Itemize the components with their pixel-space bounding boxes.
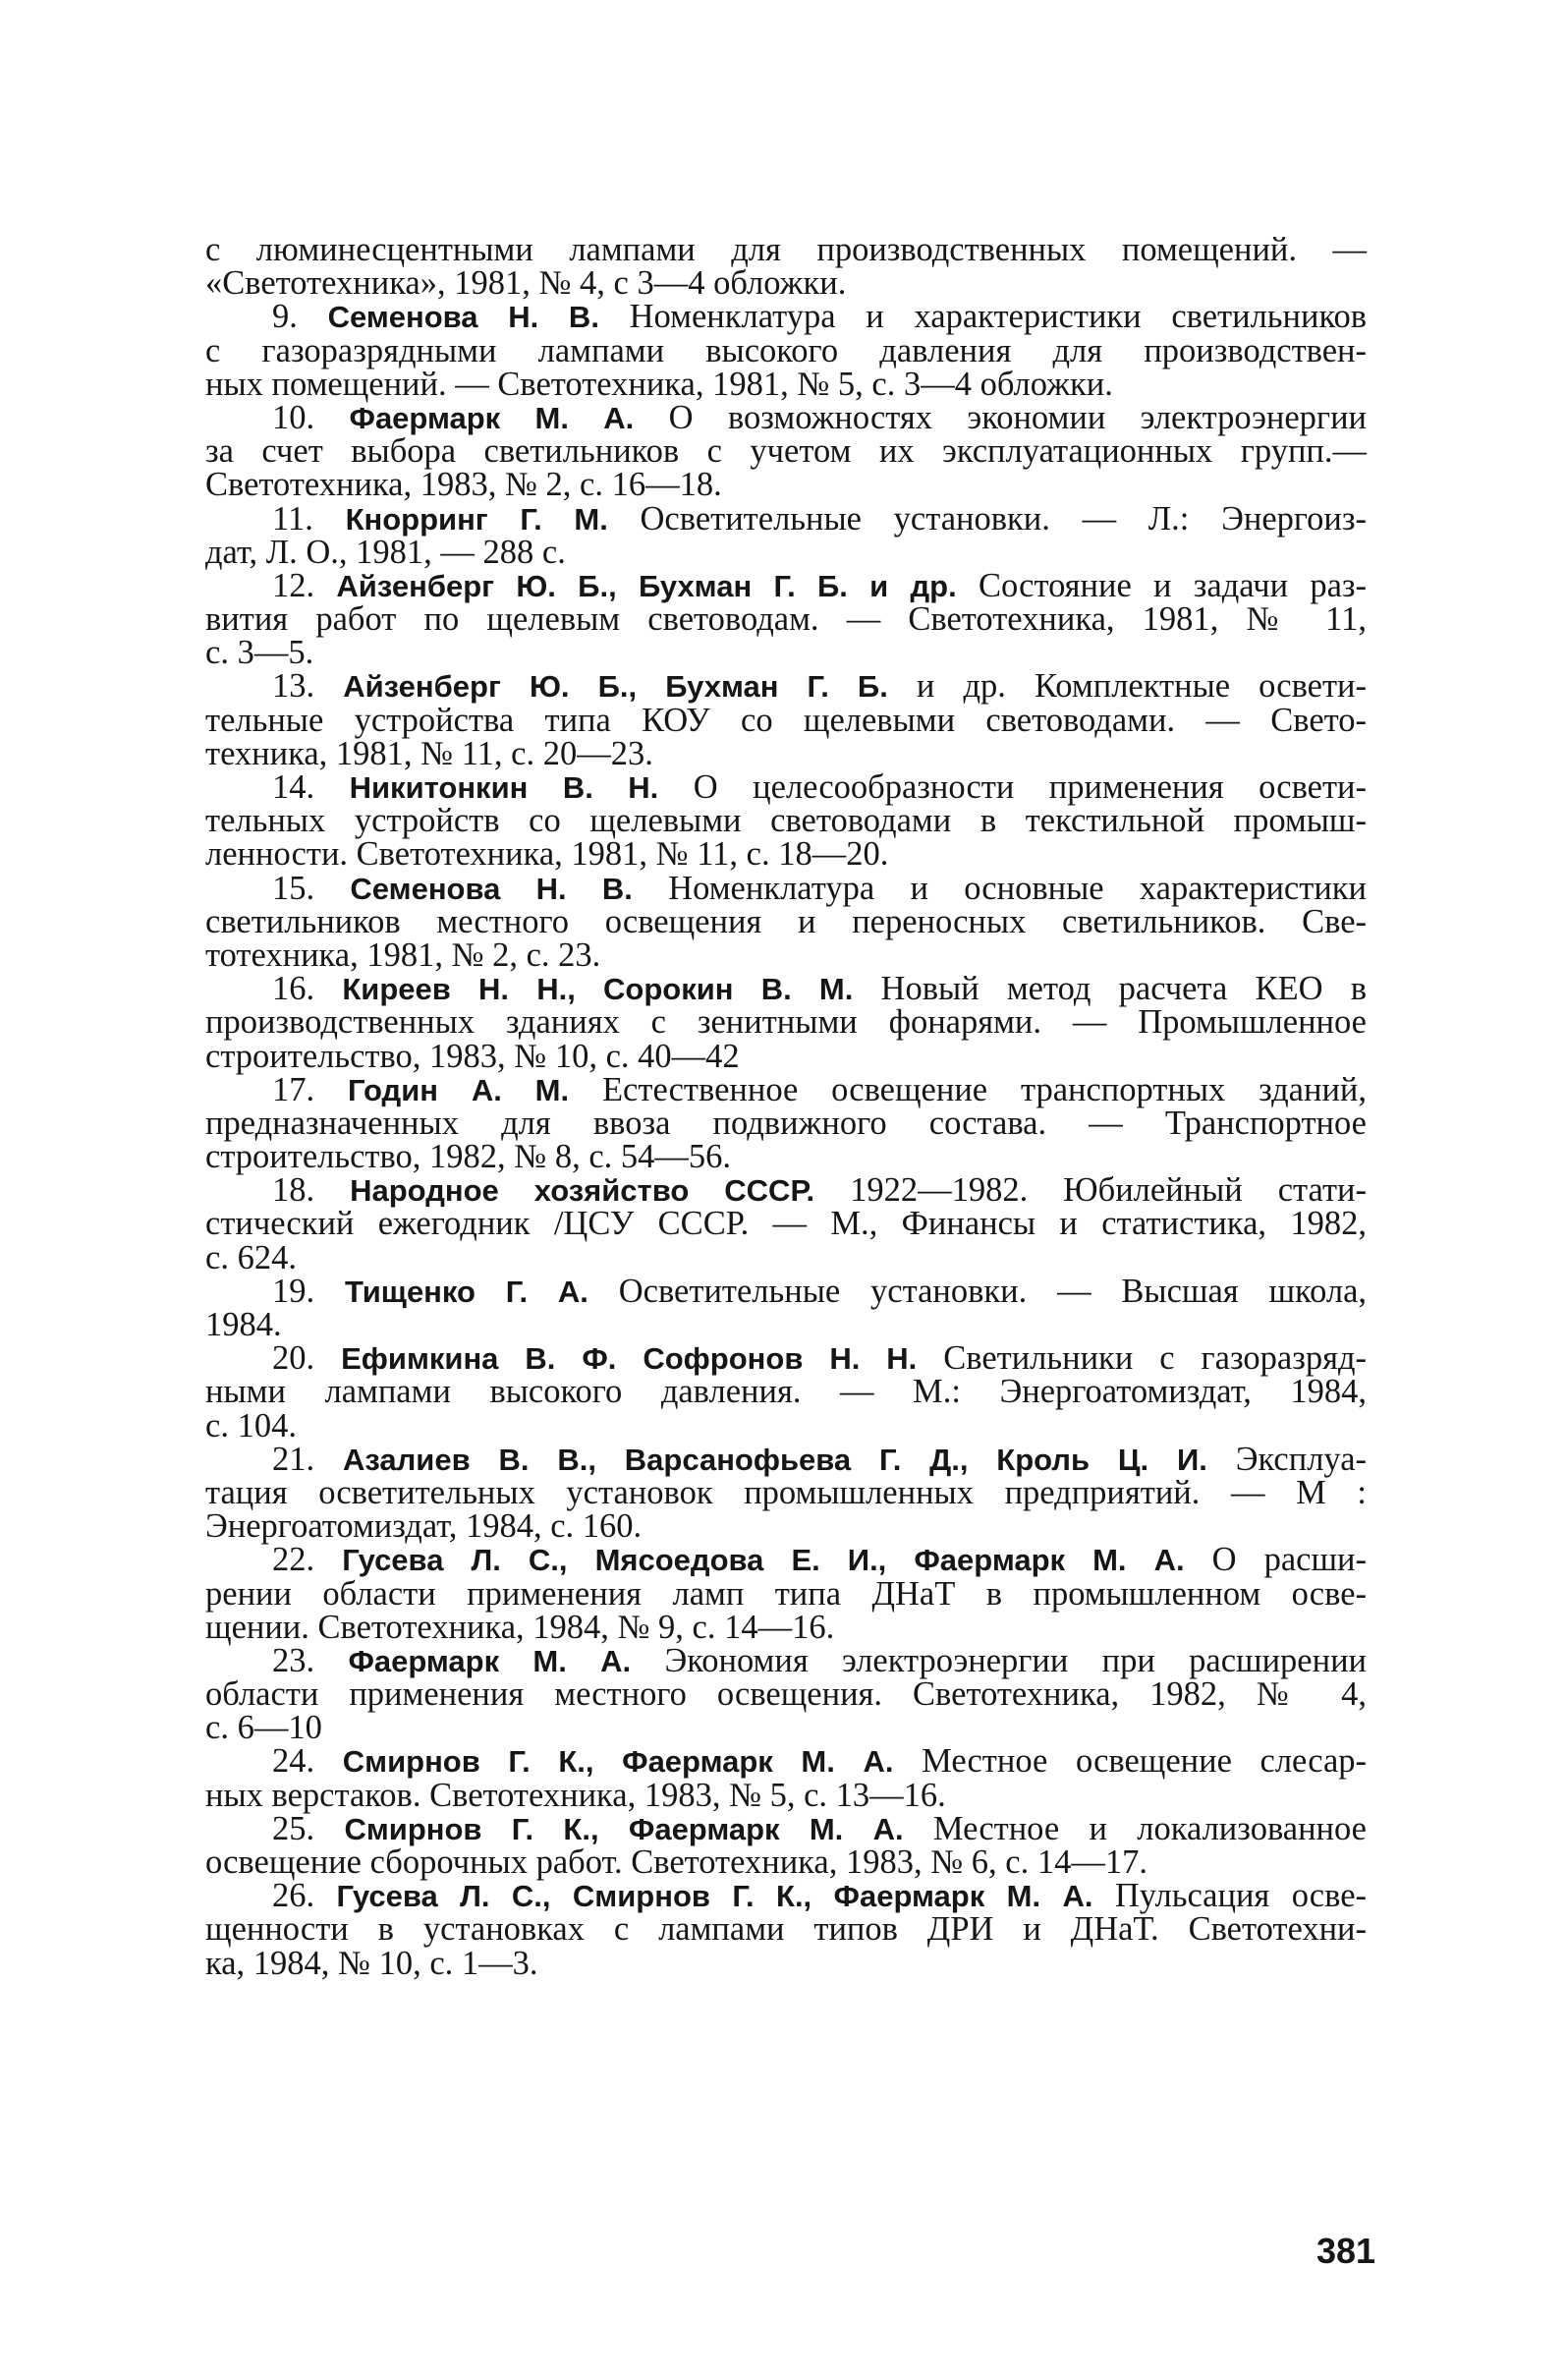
reference-first-line — [205, 566, 1367, 604]
reference-first-line — [205, 1272, 1368, 1310]
reference-authors: Айзенберг Ю. Б., Бухман Г. Б. — [343, 669, 888, 705]
reference-first-line — [205, 1440, 1368, 1478]
reference-text: Состояние и задачи раз- — [956, 566, 1367, 604]
reference-entry — [205, 669, 1367, 770]
reference-authors: Гусева Л. С., Смирнов Г. К., Фаермарк М. А. — [336, 1879, 1093, 1914]
reference-number: 14. — [272, 768, 315, 806]
reference-number: 21. — [272, 1440, 315, 1478]
text-line: с газоразрядными лампами высокого давления для производствен- — [205, 331, 1367, 369]
reference-entry — [205, 1809, 1367, 1881]
reference-authors: Годин А. М. — [347, 1072, 570, 1107]
reference-entry — [205, 1543, 1367, 1644]
reference-text: Осветительные установки. — Высшая школа, — [588, 1272, 1368, 1310]
text-line: ных помещений. — Светотехника, 1981, № 5, с. 3—4 обложки. — [205, 365, 1113, 403]
reference-number: 22. — [272, 1541, 315, 1579]
reference-first-line — [205, 667, 1368, 706]
reference-text: и др. Комплектные освети- — [887, 667, 1368, 706]
reference-authors: Киреев Н. Н., Сорокин В. М. — [342, 972, 854, 1007]
reference-text: Экономия электроэнергии при расширении — [631, 1641, 1367, 1679]
reference-text: Номенклатура и характеристики светильников — [598, 298, 1368, 336]
reference-first-line — [205, 1742, 1368, 1781]
reference-text: Светильники с газоразряд- — [917, 1339, 1367, 1378]
reference-number: 17. — [272, 1070, 315, 1108]
text-line: с. 3—5. — [205, 634, 314, 672]
text-line: предназначенных для ввоза подвижного состава. — Транспортное — [205, 1104, 1367, 1142]
reference-authors: Айзенберг Ю. Б., Бухман Г. Б. и др. — [336, 568, 957, 603]
reference-entry — [205, 1641, 1367, 1747]
reference-entry — [205, 869, 1368, 974]
reference-entry — [205, 1070, 1367, 1176]
text-line: с. 104. — [205, 1406, 297, 1445]
text-line: 1984. — [205, 1306, 282, 1343]
reference-number: 10. — [272, 398, 315, 436]
reference-first-line — [205, 1641, 1367, 1679]
text-line: с. 6—10 — [205, 1709, 322, 1747]
reference-entry — [205, 770, 1367, 872]
reference-first-line — [205, 499, 1368, 538]
reference-text: Осветительные установки. — Л.: Энергоиз- — [607, 499, 1368, 538]
reference-number: 20. — [272, 1339, 315, 1378]
text-line: «Светотехника», 1981, № 4, с 3—4 обложки. — [205, 264, 847, 303]
reference-authors: Смирнов Г. К., Фаермарк М. А. — [344, 1811, 904, 1846]
text-line: рении области применения ламп типа ДНаТ в промышленном осве- — [205, 1574, 1367, 1613]
reference-authors: Гусева Л. С., Мясоедова Е. И., Фаермарк М. А. — [342, 1543, 1185, 1578]
reference-entry — [205, 1341, 1367, 1443]
text-line: ными лампами высокого давления. — М.: Энергоатомиздат, 1984, — [205, 1373, 1367, 1411]
text-line: стический ежегодник /ЦСУ СССР. — М., Финансы и статистика, 1982, — [205, 1205, 1367, 1243]
reference-first-line — [205, 1809, 1367, 1847]
reference-authors: Смирнов Г. К., Фаермарк М. А. — [342, 1744, 894, 1780]
text-line: тельные устройства типа КОУ со щелевыми световодами. — Свето- — [205, 701, 1367, 739]
text-line: техника, 1981, № 11, с. 20—23. — [205, 734, 653, 772]
text-line: тация осветительных установок промышленных предприятий. — М : — [205, 1473, 1367, 1511]
reference-entry — [205, 1173, 1367, 1275]
references — [205, 298, 1368, 1982]
reference-authors: Народное хозяйство СССР. — [350, 1173, 815, 1209]
reference-authors: Семенова Н. В. — [327, 300, 599, 335]
reference-first-line — [205, 398, 1367, 436]
text-line: тотехника, 1981, № 2, с. 23. — [205, 935, 601, 974]
reference-first-line — [205, 770, 1367, 804]
page-number: 381 — [1316, 2231, 1376, 2271]
reference-number: 25. — [272, 1809, 315, 1847]
reference-entry — [205, 300, 1367, 401]
reference-text: Номенклатура и основные характеристики — [632, 869, 1368, 907]
reference-number: 16. — [272, 970, 315, 1008]
text-line: ленности. Светотехника, 1981, № 11, с. 18—20. — [205, 835, 889, 874]
reference-number: 18. — [272, 1171, 315, 1210]
reference-first-line — [205, 1070, 1367, 1108]
reference-first-line — [205, 298, 1368, 336]
reference-entry — [205, 1440, 1368, 1546]
reference-text: О возможностях экономии электроэнергии — [634, 398, 1367, 436]
reference-entry — [205, 972, 1367, 1073]
reference-number: 24. — [272, 1742, 315, 1781]
text-line: ка, 1984, № 10, с. 1—3. — [205, 1944, 538, 1982]
text-line: дат, Л. О., 1981, — 288 с. — [205, 533, 566, 571]
text-line: за счет выбора светильников с учетом их эксплуатационных групп.— — [205, 432, 1367, 471]
reference-authors: Тищенко Г. А. — [344, 1274, 588, 1309]
text-line: Светотехника, 1983, № 2, с. 16—18. — [205, 466, 722, 504]
reference-first-line — [205, 1339, 1367, 1378]
reference-entry — [205, 499, 1368, 571]
reference-entry — [205, 1879, 1367, 1980]
continuation-entry — [205, 231, 1367, 303]
reference-authors: Кнорринг Г. М. — [345, 501, 608, 537]
reference-authors: Семенова Н. В. — [350, 871, 633, 906]
reference-entry — [205, 1272, 1368, 1343]
reference-number: 11. — [272, 499, 313, 538]
reference-authors: Азалиев В. В., Варсанофьева Г. Д., Кроль Ц. И. — [342, 1442, 1207, 1477]
reference-number: 13. — [272, 667, 315, 706]
reference-number: 12. — [272, 566, 315, 604]
reference-text: Естественное освещение транспортных зданий, — [569, 1070, 1367, 1108]
text-line: вития работ по щелевым световодам. — Светотехника, 1981, № 11, — [205, 600, 1367, 639]
reference-first-line — [205, 970, 1368, 1008]
reference-text: Местное освещение слесар- — [893, 1742, 1368, 1781]
reference-number: 26. — [272, 1877, 315, 1915]
text-line: щенности в установках с лампами типов ДРИ и ДНаТ. Светотехни- — [205, 1910, 1367, 1949]
reference-authors: Фаермарк М. А. — [349, 400, 635, 435]
reference-authors: Фаермарк М. А. — [348, 1643, 632, 1678]
reference-text: Пульсация осве- — [1092, 1877, 1368, 1915]
text-line: Энергоатомиздат, 1984, с. 160. — [205, 1507, 643, 1546]
reference-entry — [205, 1742, 1368, 1814]
reference-first-line — [205, 1171, 1367, 1210]
reference-authors: Никитонкин В. Н. — [349, 770, 659, 805]
text-line: с. 624. — [205, 1238, 297, 1276]
reference-entry — [205, 398, 1367, 504]
text-line: освещение сборочных работ. Светотехника, 1983, № 6, с. 14—17. — [205, 1843, 1147, 1881]
text-line: с люминесцентными лампами для производственных помещений. — — [205, 231, 1367, 268]
text-line: строительство, 1983, № 10, с. 40—42 — [205, 1037, 740, 1075]
reference-first-line — [205, 1877, 1368, 1915]
reference-number: 15. — [272, 869, 315, 907]
text-line: щении. Светотехника, 1984, № 9, с. 14—16. — [205, 1608, 835, 1646]
text-line: строительство, 1982, № 8, с. 54—56. — [205, 1138, 732, 1176]
reference-number: 23. — [272, 1641, 315, 1679]
text-line: светильников местного освещения и переносных светильников. Све- — [205, 902, 1367, 940]
reference-number: 9. — [272, 298, 298, 336]
reference-number: 19. — [272, 1272, 315, 1310]
reference-authors: Ефимкина В. Ф. Софронов Н. Н. — [341, 1341, 918, 1377]
reference-text: 1922—1982. Юбилейный стати- — [814, 1171, 1367, 1210]
reference-text: Эксплуа- — [1206, 1440, 1368, 1478]
reference-text: О расши- — [1184, 1541, 1368, 1579]
text-line: ных верстаков. Светотехника, 1983, № 5, с. 13—16. — [205, 1776, 946, 1814]
text-line: производственных зданиях с зенитными фонарями. — Промышленное — [205, 1003, 1367, 1042]
reference-first-line — [205, 1541, 1368, 1579]
reference-text: Новый метод расчета КЕО в — [853, 970, 1368, 1008]
reference-text: Местное и локализованное — [903, 1809, 1367, 1847]
reference-entry — [205, 566, 1367, 672]
text-line: тельных устройств со щелевыми световодами в текстильной промыш- — [205, 802, 1367, 840]
reference-first-line — [205, 869, 1368, 907]
reference-list — [205, 233, 1367, 1980]
text-line: области применения местного освещения. Светотехника, 1982, № 4, — [205, 1675, 1367, 1714]
reference-text: О целесообразности применения освети- — [658, 768, 1368, 806]
